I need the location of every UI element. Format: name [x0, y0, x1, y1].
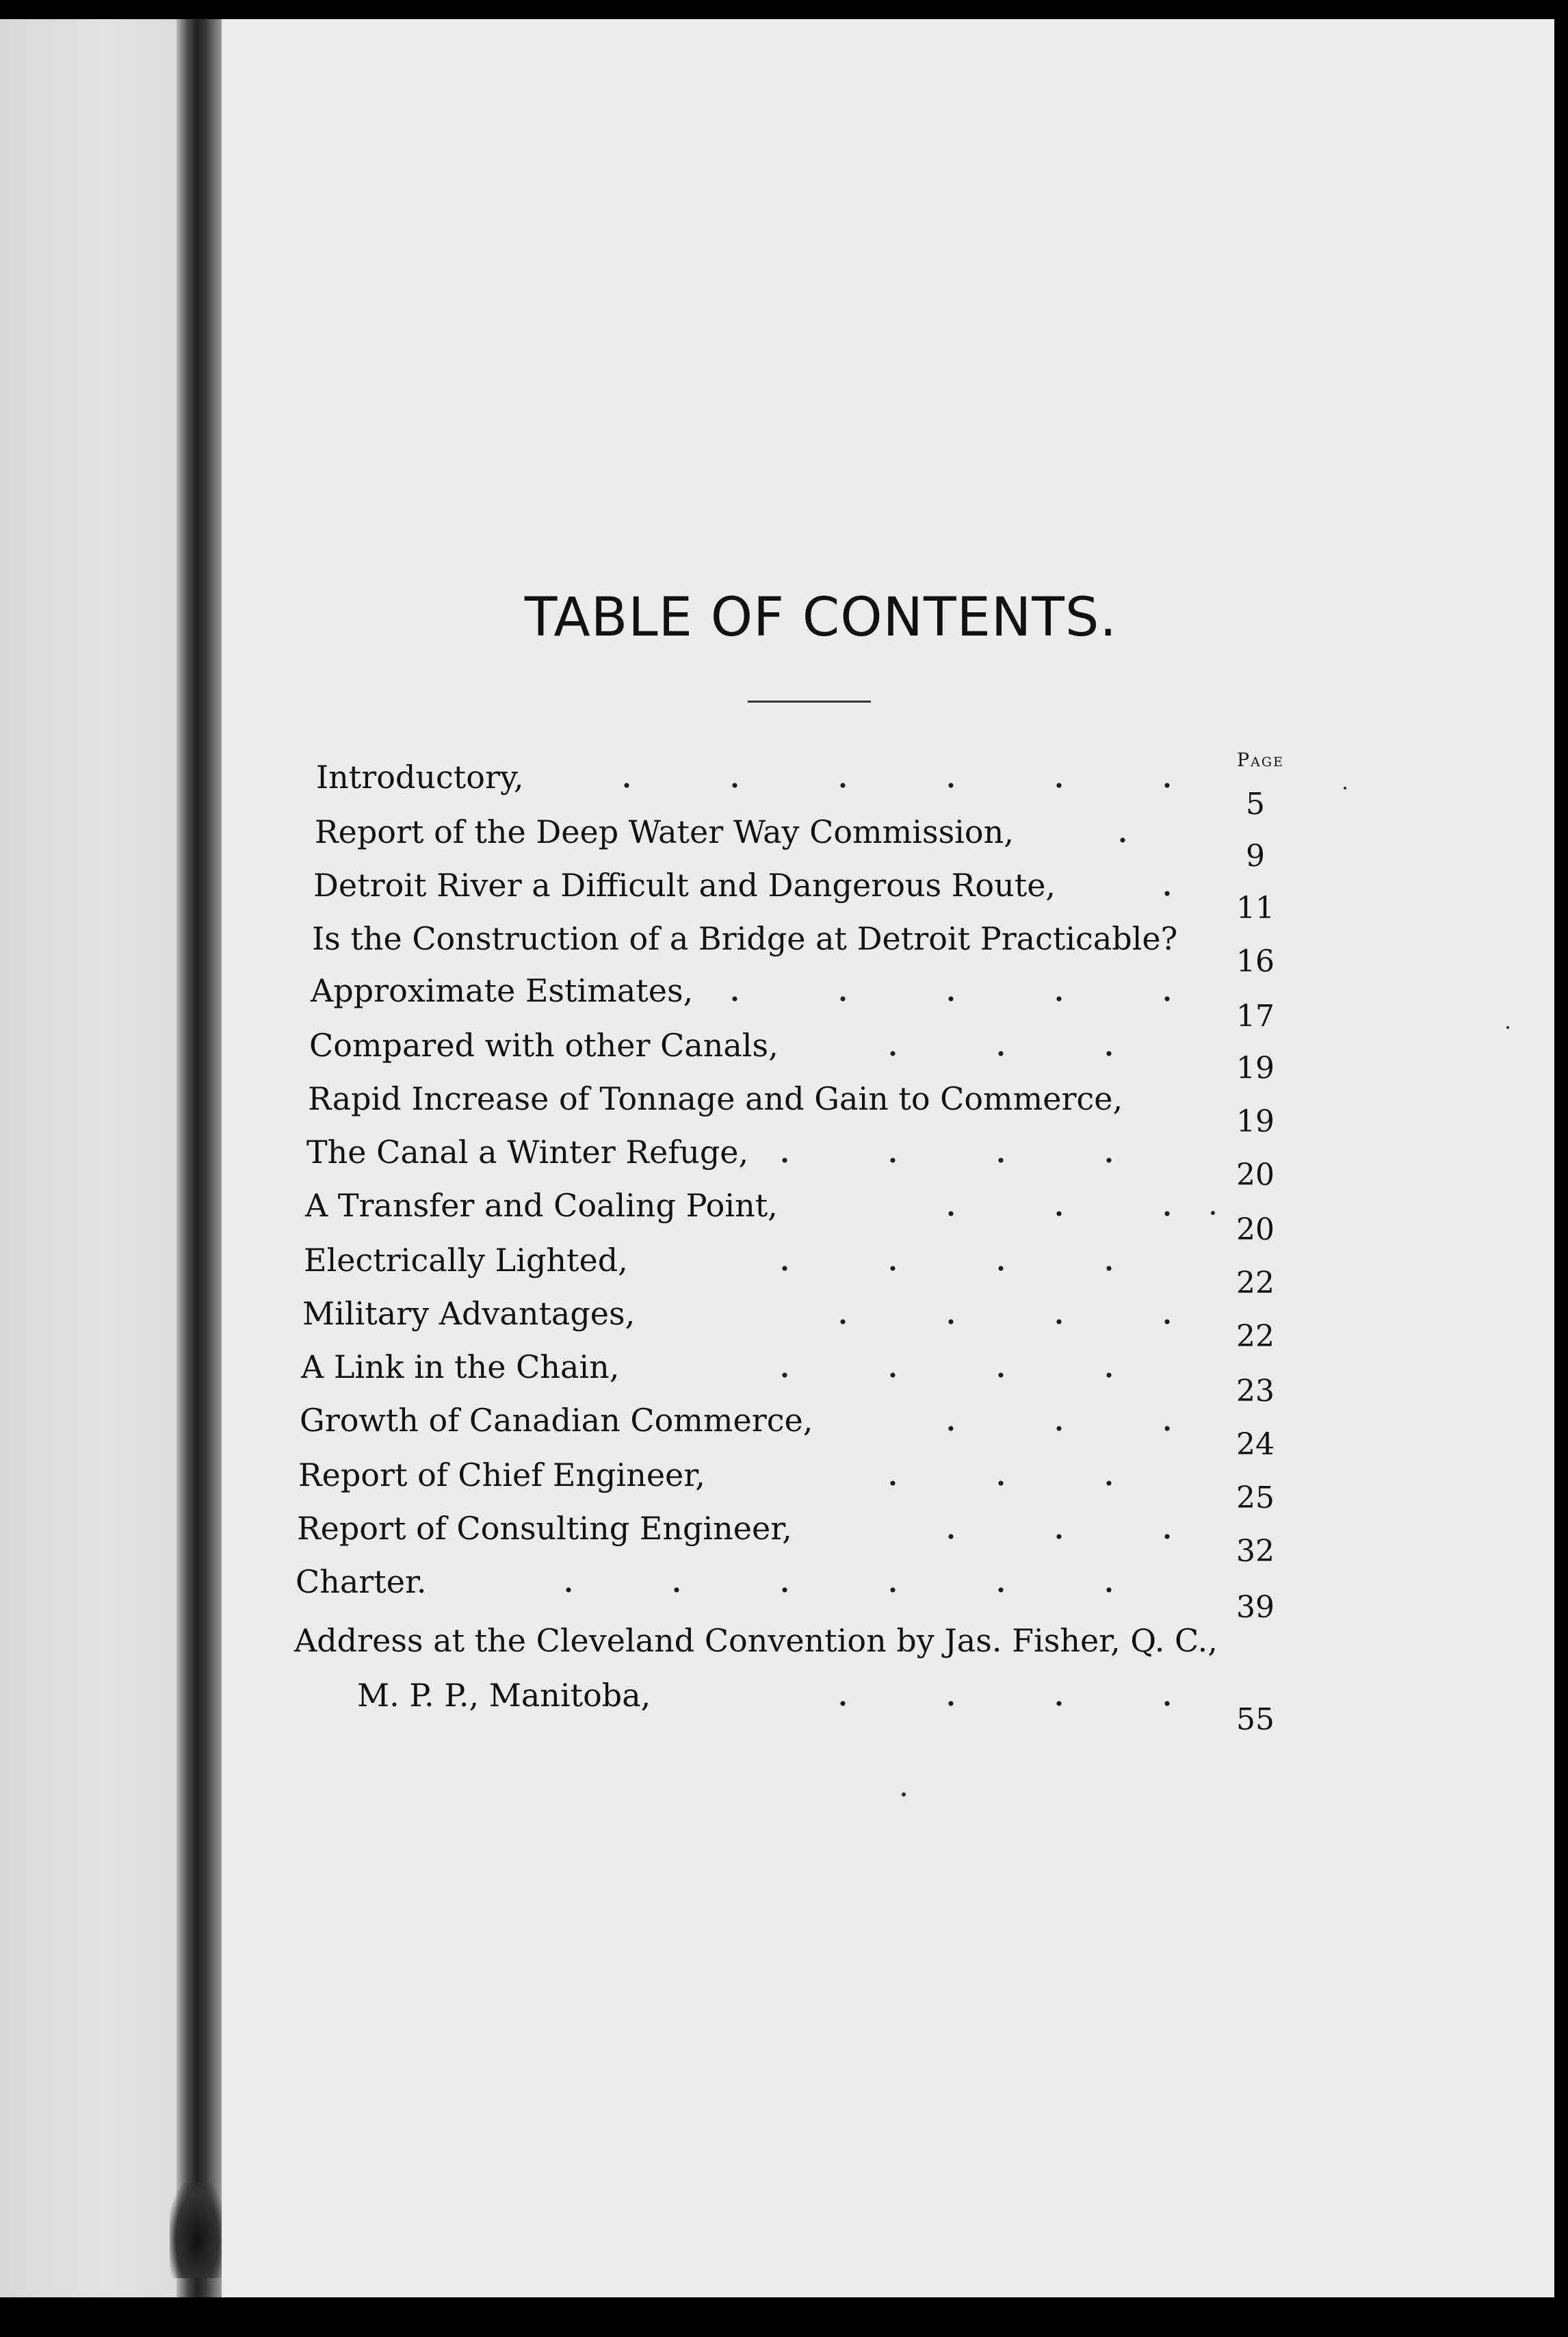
dot-leader [855, 1207, 1221, 1220]
dot-leader [1190, 1100, 1221, 1114]
scan-border-top [0, 0, 1568, 19]
toc-entry-title: Electrically Lighted, [304, 1242, 628, 1279]
toc-entry-title: Growth of Canadian Commerce, [300, 1402, 813, 1439]
toc-entry-page-number: 19 [1236, 1051, 1275, 1086]
toc-entry-title: Charter. [296, 1563, 427, 1600]
print-speck [902, 1792, 906, 1797]
dot-leader [1074, 887, 1221, 900]
toc-entry-title: Report of the Deep Water Way Commission, [315, 813, 1014, 850]
toc-entry-title: Introductory, [316, 759, 524, 796]
dot-leader [753, 1315, 1221, 1329]
dot-leader [506, 1583, 1163, 1597]
toc-entry-page-number: 22 [1236, 1319, 1275, 1354]
dot-leader [1026, 833, 1177, 847]
dot-leader [718, 992, 1221, 1006]
toc-entry-page-number: 22 [1236, 1266, 1275, 1301]
toc-entry-title: A Link in the Chain, [301, 1348, 620, 1385]
toc-entry-title: A Transfer and Coaling Point, [305, 1187, 778, 1224]
dot-leader [855, 1530, 1221, 1543]
toc-entry-page-number: 19 [1236, 1104, 1275, 1139]
dot-leader [746, 1697, 1221, 1710]
toc-entry-title: Report of Consulting Engineer, [297, 1510, 792, 1547]
book-gutter [177, 0, 222, 2337]
page-title: TABLE OF CONTENTS. [524, 587, 1118, 649]
toc-entry-page-number: 24 [1236, 1427, 1275, 1462]
toc-entry-page-number: 11 [1236, 891, 1275, 926]
toc-entry-title: Approximate Estimates, [311, 972, 694, 1009]
toc-entry-title: Rapid Increase of Tonnage and Gain to Commerce, [308, 1080, 1123, 1117]
facing-page-margin [0, 0, 177, 2337]
print-speck [1211, 1211, 1215, 1215]
toc-entry-title: Report of Chief Engineer, [298, 1457, 705, 1493]
gutter-shadow [170, 2182, 224, 2278]
toc-entry-page-number: 55 [1236, 1702, 1275, 1737]
print-speck [1344, 787, 1346, 789]
toc-entry-page-number: 20 [1236, 1158, 1275, 1192]
title-rule [748, 701, 871, 703]
toc-entry-page-number: 9 [1246, 839, 1265, 874]
page-column-header: Page [1237, 750, 1284, 771]
toc-entry-title: Detroit River a Difficult and Dangerous Route, [313, 867, 1056, 904]
toc-entry-page-number: 39 [1236, 1590, 1275, 1625]
toc-entry-page-number: 25 [1236, 1480, 1275, 1515]
scan-border-bottom [0, 2297, 1568, 2337]
dot-leader [855, 1422, 1221, 1435]
toc-entry-page-number: 23 [1236, 1374, 1275, 1409]
dot-leader [547, 779, 1221, 792]
scan-border-right [1554, 0, 1568, 2337]
toc-entry-page-number: 5 [1246, 787, 1265, 822]
toc-entry-title: Is the Construction of a Bridge at Detroit Practicable? [312, 920, 1178, 957]
toc-entry-page-number: 17 [1236, 999, 1275, 1034]
toc-entry-page-number: 32 [1236, 1534, 1275, 1569]
toc-entry-title: Military Advantages, [302, 1295, 636, 1332]
dot-leader [759, 1153, 1163, 1167]
toc-entry-title: M. P. P., Manitoba, [357, 1677, 651, 1714]
toc-entry-title: Address at the Cleveland Convention by Jas. Fisher, Q. C., [294, 1622, 1218, 1659]
dot-leader [705, 1262, 1163, 1275]
dot-leader [807, 1047, 1163, 1060]
toc-entry-title: Compared with other Canals, [309, 1027, 779, 1064]
toc-entry-page-number: 16 [1236, 944, 1275, 979]
dot-leader [698, 1368, 1163, 1382]
dot-leader [800, 1476, 1163, 1490]
print-speck [1506, 1026, 1509, 1029]
toc-entry-page-number: 20 [1236, 1212, 1275, 1247]
toc-entry-title: The Canal a Winter Refuge, [306, 1134, 749, 1171]
